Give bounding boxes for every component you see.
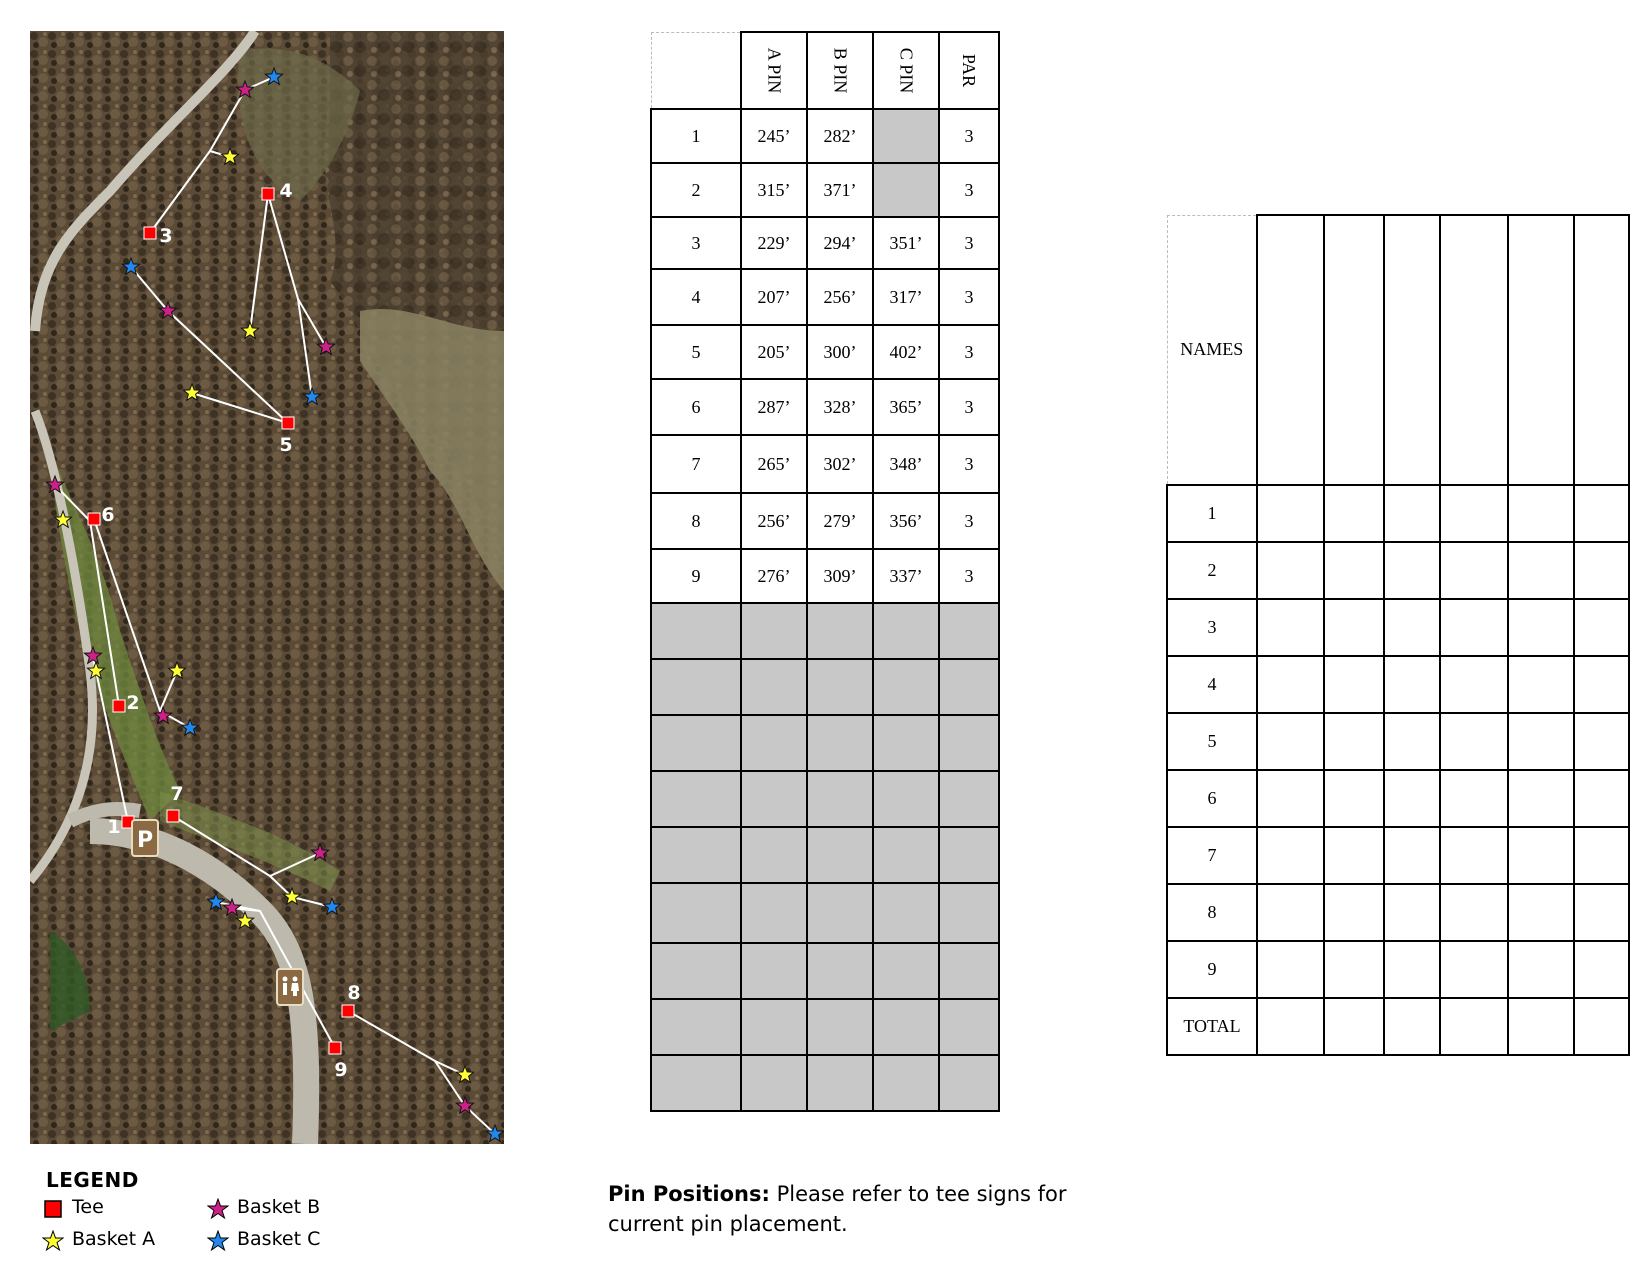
tee-number-label: 5 bbox=[279, 434, 293, 456]
tee-marker bbox=[329, 1042, 341, 1054]
score-entry-cell[interactable] bbox=[1384, 998, 1440, 1055]
tee-number-label: 6 bbox=[101, 504, 115, 526]
score-entry-cell[interactable] bbox=[1324, 485, 1384, 542]
blank-shaded-cell bbox=[807, 659, 873, 715]
c-pin-distance-cell: 356’ bbox=[873, 493, 939, 549]
score-entry-cell[interactable] bbox=[1440, 656, 1508, 713]
blank-shaded-cell bbox=[651, 659, 741, 715]
par-cell: 3 bbox=[939, 217, 999, 269]
course-row-hole-6 bbox=[651, 379, 999, 435]
score-entry-cell[interactable] bbox=[1257, 941, 1324, 998]
score-entry-cell[interactable] bbox=[1324, 542, 1384, 599]
score-entry-cell[interactable] bbox=[1508, 884, 1574, 941]
score-entry-cell[interactable] bbox=[1574, 941, 1629, 998]
score-entry-cell[interactable] bbox=[1440, 827, 1508, 884]
score-row-label: 1 bbox=[1167, 485, 1257, 542]
blank-shaded-cell bbox=[873, 603, 939, 659]
player-name-field[interactable] bbox=[1257, 215, 1324, 485]
blank-shaded-cell bbox=[873, 827, 939, 883]
course-row-hole-9 bbox=[651, 549, 999, 603]
c-pin-distance-cell: 337’ bbox=[873, 549, 939, 603]
blank-shaded-cell bbox=[939, 1055, 999, 1111]
score-entry-cell[interactable] bbox=[1440, 770, 1508, 827]
par-cell: 3 bbox=[939, 163, 999, 217]
a-pin-distance-cell: 315’ bbox=[741, 163, 807, 217]
course-aerial-map bbox=[30, 31, 504, 1144]
score-entry-cell[interactable] bbox=[1257, 599, 1324, 656]
score-entry-cell[interactable] bbox=[1508, 713, 1574, 770]
c-pin-distance-cell: 348’ bbox=[873, 435, 939, 493]
blank-shaded-cell bbox=[939, 943, 999, 999]
score-entry-cell[interactable] bbox=[1574, 884, 1629, 941]
blank-shaded-cell bbox=[741, 659, 807, 715]
names-header-row bbox=[1167, 215, 1629, 485]
hole-number-cell: 3 bbox=[651, 217, 741, 269]
blank-shaded-cell bbox=[741, 827, 807, 883]
score-entry-cell[interactable] bbox=[1384, 599, 1440, 656]
blank-row bbox=[651, 715, 999, 771]
score-entry-cell[interactable] bbox=[1440, 485, 1508, 542]
b-pin-distance-cell: 309’ bbox=[807, 549, 873, 603]
par-cell: 3 bbox=[939, 379, 999, 435]
blank-shaded-cell bbox=[873, 943, 939, 999]
player-name-field[interactable] bbox=[1324, 215, 1384, 485]
legend-label-basket-a: Basket A bbox=[72, 1228, 156, 1250]
course-distance-table bbox=[650, 31, 1000, 1112]
blank-row bbox=[651, 771, 999, 827]
star-icon bbox=[207, 1198, 229, 1220]
blank-shaded-cell bbox=[651, 883, 741, 943]
score-entry-cell[interactable] bbox=[1324, 884, 1384, 941]
blank-row bbox=[651, 883, 999, 943]
c-pin-distance-cell: 402’ bbox=[873, 325, 939, 379]
names-label: NAMES bbox=[1167, 215, 1257, 485]
blank-shaded-cell bbox=[939, 603, 999, 659]
score-row-hole-4 bbox=[1167, 656, 1629, 713]
blank-shaded-cell bbox=[873, 883, 939, 943]
score-entry-cell[interactable] bbox=[1508, 770, 1574, 827]
blank-shaded-cell bbox=[939, 715, 999, 771]
legend-label-basket-c: Basket C bbox=[237, 1228, 321, 1250]
par-cell: 3 bbox=[939, 435, 999, 493]
score-entry-cell[interactable] bbox=[1574, 827, 1629, 884]
score-entry-cell[interactable] bbox=[1257, 770, 1324, 827]
score-entry-cell[interactable] bbox=[1574, 713, 1629, 770]
score-entry-cell[interactable] bbox=[1384, 770, 1440, 827]
blank-shaded-cell bbox=[651, 715, 741, 771]
score-entry-cell[interactable] bbox=[1324, 599, 1384, 656]
pin-positions-note bbox=[608, 1179, 1078, 1239]
score-entry-cell[interactable] bbox=[1508, 599, 1574, 656]
score-entry-cell[interactable] bbox=[1257, 884, 1324, 941]
score-entry-cell[interactable] bbox=[1384, 485, 1440, 542]
legend-label-tee: Tee bbox=[72, 1196, 104, 1218]
hole-number-cell: 9 bbox=[651, 549, 741, 603]
score-entry-cell[interactable] bbox=[1324, 770, 1384, 827]
score-entry-cell[interactable] bbox=[1440, 998, 1508, 1055]
player-name-field[interactable] bbox=[1508, 215, 1574, 485]
score-entry-cell[interactable] bbox=[1440, 542, 1508, 599]
course-row-hole-4 bbox=[651, 269, 999, 325]
score-entry-cell[interactable] bbox=[1440, 713, 1508, 770]
b-pin-distance-cell: 256’ bbox=[807, 269, 873, 325]
b-pin-distance-cell: 302’ bbox=[807, 435, 873, 493]
b-pin-distance-cell: 328’ bbox=[807, 379, 873, 435]
blank-shaded-cell bbox=[939, 999, 999, 1055]
a-pin-distance-cell: 276’ bbox=[741, 549, 807, 603]
blank-shaded-cell bbox=[807, 771, 873, 827]
pin-note-text: Please refer to tee signs for current pin placement. bbox=[608, 1182, 1067, 1236]
player-name-field[interactable] bbox=[1440, 215, 1508, 485]
map-legend bbox=[42, 1168, 402, 1263]
c-pin-distance-cell bbox=[873, 163, 939, 217]
blank-shaded-cell bbox=[807, 943, 873, 999]
score-entry-cell[interactable] bbox=[1574, 485, 1629, 542]
score-entry-cell[interactable] bbox=[1384, 542, 1440, 599]
blank-shaded-cell bbox=[807, 603, 873, 659]
course-header-row bbox=[651, 32, 999, 109]
blank-shaded-cell bbox=[873, 715, 939, 771]
score-row-hole-7 bbox=[1167, 827, 1629, 884]
score-entry-cell[interactable] bbox=[1508, 941, 1574, 998]
tee-marker bbox=[88, 513, 100, 525]
score-row-hole-6 bbox=[1167, 770, 1629, 827]
blank-row bbox=[651, 659, 999, 715]
blank-shaded-cell bbox=[741, 999, 807, 1055]
score-entry-cell[interactable] bbox=[1440, 884, 1508, 941]
tee-marker bbox=[282, 417, 294, 429]
blank-shaded-cell bbox=[939, 883, 999, 943]
parking-icon: P bbox=[136, 828, 154, 853]
blank-shaded-cell bbox=[651, 827, 741, 883]
score-entry-cell[interactable] bbox=[1384, 941, 1440, 998]
col-header-par: PAR bbox=[939, 32, 999, 109]
tee-number-label: 2 bbox=[126, 692, 140, 714]
score-row-label: 7 bbox=[1167, 827, 1257, 884]
restroom-icon bbox=[277, 969, 303, 1005]
course-row-hole-3 bbox=[651, 217, 999, 269]
score-entry-cell[interactable] bbox=[1574, 998, 1629, 1055]
b-pin-distance-cell: 371’ bbox=[807, 163, 873, 217]
hole-number-cell: 4 bbox=[651, 269, 741, 325]
score-entry-cell[interactable] bbox=[1508, 998, 1574, 1055]
par-cell: 3 bbox=[939, 493, 999, 549]
b-pin-distance-cell: 282’ bbox=[807, 109, 873, 163]
blank-shaded-cell bbox=[807, 827, 873, 883]
blank-shaded-cell bbox=[651, 603, 741, 659]
score-entry-cell[interactable] bbox=[1257, 827, 1324, 884]
score-entry-cell[interactable] bbox=[1508, 827, 1574, 884]
score-row-label: 5 bbox=[1167, 713, 1257, 770]
corner-cell bbox=[651, 32, 741, 109]
score-row-label: 2 bbox=[1167, 542, 1257, 599]
blank-shaded-cell bbox=[741, 603, 807, 659]
star-icon bbox=[42, 1230, 64, 1252]
col-header-a-pin: A PIN bbox=[741, 32, 807, 109]
score-entry-cell[interactable] bbox=[1324, 656, 1384, 713]
parking-sign bbox=[132, 820, 158, 856]
score-row-label: 3 bbox=[1167, 599, 1257, 656]
course-row-hole-7 bbox=[651, 435, 999, 493]
score-entry-cell[interactable] bbox=[1440, 941, 1508, 998]
course-row-hole-8 bbox=[651, 493, 999, 549]
blank-shaded-cell bbox=[651, 771, 741, 827]
score-entry-cell[interactable] bbox=[1574, 542, 1629, 599]
hole-number-cell: 2 bbox=[651, 163, 741, 217]
blank-shaded-cell bbox=[873, 659, 939, 715]
score-row-hole-9 bbox=[1167, 941, 1629, 998]
score-entry-cell[interactable] bbox=[1257, 998, 1324, 1055]
blank-shaded-cell bbox=[651, 1055, 741, 1111]
score-entry-cell[interactable] bbox=[1440, 599, 1508, 656]
score-entry-cell[interactable] bbox=[1574, 656, 1629, 713]
tee-marker bbox=[144, 227, 156, 239]
score-row-total bbox=[1167, 998, 1629, 1055]
hole-number-cell: 8 bbox=[651, 493, 741, 549]
a-pin-distance-cell: 245’ bbox=[741, 109, 807, 163]
b-pin-distance-cell: 294’ bbox=[807, 217, 873, 269]
blank-shaded-cell bbox=[939, 659, 999, 715]
c-pin-distance-cell bbox=[873, 109, 939, 163]
c-pin-distance-cell: 365’ bbox=[873, 379, 939, 435]
score-entry-cell[interactable] bbox=[1384, 827, 1440, 884]
player-name-field[interactable] bbox=[1574, 215, 1629, 485]
hole-number-cell: 5 bbox=[651, 325, 741, 379]
score-entry-cell[interactable] bbox=[1384, 884, 1440, 941]
hole-number-cell: 7 bbox=[651, 435, 741, 493]
score-row-hole-5 bbox=[1167, 713, 1629, 770]
score-entry-cell[interactable] bbox=[1257, 713, 1324, 770]
score-entry-cell[interactable] bbox=[1324, 713, 1384, 770]
blank-shaded-cell bbox=[741, 943, 807, 999]
score-entry-cell[interactable] bbox=[1257, 542, 1324, 599]
score-entry-cell[interactable] bbox=[1324, 998, 1384, 1055]
score-row-hole-2 bbox=[1167, 542, 1629, 599]
score-entry-cell[interactable] bbox=[1384, 713, 1440, 770]
blank-row bbox=[651, 943, 999, 999]
hole-number-cell: 6 bbox=[651, 379, 741, 435]
tee-number-label: 1 bbox=[107, 816, 121, 838]
pin-note-label: Pin Positions: bbox=[608, 1182, 770, 1206]
score-entry-cell[interactable] bbox=[1574, 599, 1629, 656]
tee-marker bbox=[262, 188, 274, 200]
par-cell: 3 bbox=[939, 109, 999, 163]
a-pin-distance-cell: 205’ bbox=[741, 325, 807, 379]
tee-square-icon bbox=[42, 1198, 64, 1220]
blank-shaded-cell bbox=[807, 999, 873, 1055]
a-pin-distance-cell: 229’ bbox=[741, 217, 807, 269]
c-pin-distance-cell: 317’ bbox=[873, 269, 939, 325]
score-row-label: 8 bbox=[1167, 884, 1257, 941]
blank-shaded-cell bbox=[651, 943, 741, 999]
score-entry-cell[interactable] bbox=[1324, 827, 1384, 884]
legend-label-basket-b: Basket B bbox=[237, 1196, 321, 1218]
blank-shaded-cell bbox=[873, 771, 939, 827]
course-row-hole-2 bbox=[651, 163, 999, 217]
col-header-c-pin: C PIN bbox=[873, 32, 939, 109]
score-row-label: 9 bbox=[1167, 941, 1257, 998]
tee-number-label: 8 bbox=[347, 982, 361, 1004]
blank-shaded-cell bbox=[807, 1055, 873, 1111]
a-pin-distance-cell: 207’ bbox=[741, 269, 807, 325]
score-row-hole-8 bbox=[1167, 884, 1629, 941]
tee-marker bbox=[167, 810, 179, 822]
a-pin-distance-cell: 265’ bbox=[741, 435, 807, 493]
blank-shaded-cell bbox=[741, 1055, 807, 1111]
blank-shaded-cell bbox=[873, 999, 939, 1055]
course-row-hole-5 bbox=[651, 325, 999, 379]
course-row-hole-1 bbox=[651, 109, 999, 163]
blank-row bbox=[651, 827, 999, 883]
par-cell: 3 bbox=[939, 325, 999, 379]
blank-shaded-cell bbox=[873, 1055, 939, 1111]
a-pin-distance-cell: 287’ bbox=[741, 379, 807, 435]
score-entry-cell[interactable] bbox=[1508, 542, 1574, 599]
scorecard-table bbox=[1166, 214, 1630, 1056]
tee-number-label: 9 bbox=[334, 1059, 348, 1081]
blank-shaded-cell bbox=[807, 883, 873, 943]
blank-shaded-cell bbox=[807, 715, 873, 771]
blank-shaded-cell bbox=[741, 715, 807, 771]
score-entry-cell[interactable] bbox=[1257, 485, 1324, 542]
blank-shaded-cell bbox=[741, 771, 807, 827]
score-row-label: 6 bbox=[1167, 770, 1257, 827]
a-pin-distance-cell: 256’ bbox=[741, 493, 807, 549]
blank-row bbox=[651, 603, 999, 659]
legend-title: LEGEND bbox=[46, 1168, 139, 1192]
score-row-hole-1 bbox=[1167, 485, 1629, 542]
score-entry-cell[interactable] bbox=[1508, 485, 1574, 542]
score-entry-cell[interactable] bbox=[1508, 656, 1574, 713]
blank-shaded-cell bbox=[651, 999, 741, 1055]
score-entry-cell[interactable] bbox=[1324, 941, 1384, 998]
par-cell: 3 bbox=[939, 269, 999, 325]
star-icon bbox=[207, 1230, 229, 1252]
blank-shaded-cell bbox=[939, 771, 999, 827]
b-pin-distance-cell: 300’ bbox=[807, 325, 873, 379]
tee-marker bbox=[342, 1005, 354, 1017]
score-row-hole-3 bbox=[1167, 599, 1629, 656]
blank-row bbox=[651, 1055, 999, 1111]
score-row-label: 4 bbox=[1167, 656, 1257, 713]
par-cell: 3 bbox=[939, 549, 999, 603]
blank-shaded-cell bbox=[741, 883, 807, 943]
score-row-label: TOTAL bbox=[1167, 998, 1257, 1055]
tee-number-label: 7 bbox=[170, 783, 184, 805]
map-canvas bbox=[30, 31, 504, 1144]
c-pin-distance-cell: 351’ bbox=[873, 217, 939, 269]
score-entry-cell[interactable] bbox=[1257, 656, 1324, 713]
b-pin-distance-cell: 279’ bbox=[807, 493, 873, 549]
blank-row bbox=[651, 999, 999, 1055]
tee-marker bbox=[113, 700, 125, 712]
score-entry-cell[interactable] bbox=[1574, 770, 1629, 827]
hole-number-cell: 1 bbox=[651, 109, 741, 163]
tee-number-label: 4 bbox=[279, 180, 293, 202]
blank-shaded-cell bbox=[939, 827, 999, 883]
player-name-field[interactable] bbox=[1384, 215, 1440, 485]
tee-number-label: 3 bbox=[159, 225, 173, 247]
score-entry-cell[interactable] bbox=[1384, 656, 1440, 713]
col-header-b-pin: B PIN bbox=[807, 32, 873, 109]
